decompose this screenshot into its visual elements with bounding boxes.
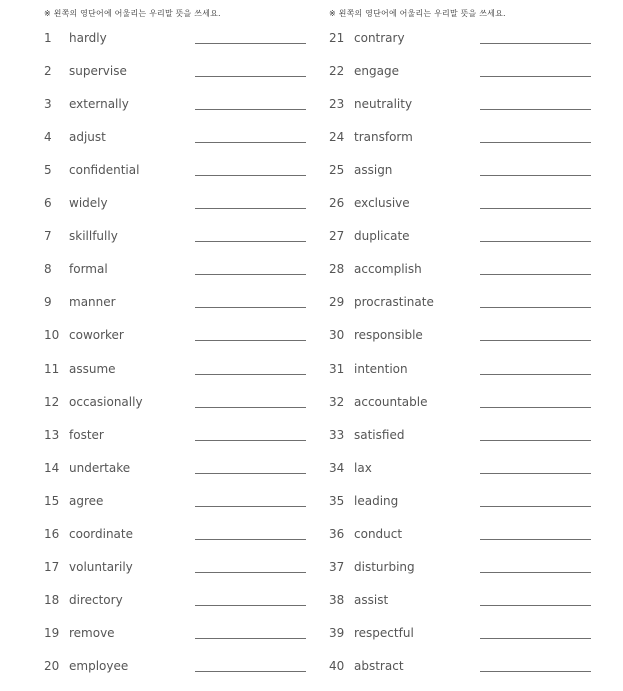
- instruction-text: ※ 왼쪽의 영단어에 어울리는 우리말 뜻을 쓰세요.: [329, 9, 506, 18]
- vocab-row: [329, 160, 623, 180]
- vocab-row: [329, 425, 623, 445]
- item-number: 11: [44, 361, 60, 376]
- vocab-row: [44, 359, 344, 379]
- english-word: confidential: [69, 163, 140, 178]
- item-number: 24: [329, 130, 345, 145]
- vocab-row: [44, 94, 344, 114]
- answer-blank-line[interactable]: [480, 506, 591, 507]
- answer-blank-line[interactable]: [195, 175, 306, 176]
- item-number: 25: [329, 163, 345, 178]
- item-number: 2: [44, 64, 52, 79]
- vocab-row: [329, 491, 623, 511]
- english-word: supervise: [69, 64, 127, 79]
- vocab-row: [329, 656, 623, 676]
- english-word: disturbing: [354, 559, 415, 574]
- answer-blank-line[interactable]: [480, 340, 591, 341]
- vocab-row: [329, 557, 623, 577]
- vocab-row: [329, 259, 623, 279]
- item-number: 22: [329, 64, 345, 79]
- vocab-row: [329, 127, 623, 147]
- vocab-row: [44, 590, 344, 610]
- english-word: intention: [354, 361, 408, 376]
- answer-blank-line[interactable]: [195, 440, 306, 441]
- english-word: widely: [69, 196, 108, 211]
- item-number: 3: [44, 97, 52, 112]
- item-number: 19: [44, 625, 60, 640]
- answer-blank-line[interactable]: [480, 142, 591, 143]
- item-number: 10: [44, 328, 60, 343]
- vocab-row: [44, 491, 344, 511]
- item-number: 15: [44, 493, 60, 508]
- answer-blank-line[interactable]: [195, 671, 306, 672]
- english-word: undertake: [69, 460, 131, 475]
- item-number: 13: [44, 427, 60, 442]
- english-word: foster: [69, 427, 104, 442]
- item-number: 7: [44, 229, 52, 244]
- answer-blank-line[interactable]: [480, 307, 591, 308]
- vocab-row: [44, 259, 344, 279]
- english-word: accomplish: [354, 262, 422, 277]
- vocab-row: [44, 557, 344, 577]
- item-number: 29: [329, 295, 345, 310]
- english-word: assume: [69, 361, 116, 376]
- english-word: abstract: [354, 658, 404, 673]
- item-number: 9: [44, 295, 52, 310]
- item-number: 31: [329, 361, 345, 376]
- vocab-row: [44, 425, 344, 445]
- item-number: 8: [44, 262, 52, 277]
- vocab-row: [329, 458, 623, 478]
- vocab-row: [44, 160, 344, 180]
- english-word: externally: [69, 97, 129, 112]
- answer-blank-line[interactable]: [195, 473, 306, 474]
- english-word: adjust: [69, 130, 106, 145]
- answer-blank-line[interactable]: [480, 175, 591, 176]
- instruction-text: ※ 왼쪽의 영단어에 어울리는 우리말 뜻을 쓰세요.: [44, 9, 221, 18]
- answer-blank-line[interactable]: [480, 208, 591, 209]
- item-number: 12: [44, 394, 60, 409]
- answer-blank-line[interactable]: [195, 274, 306, 275]
- answer-blank-line[interactable]: [480, 109, 591, 110]
- vocab-row: [329, 61, 623, 81]
- answer-blank-line[interactable]: [480, 374, 591, 375]
- english-word: satisfied: [354, 427, 405, 442]
- item-number: 32: [329, 394, 345, 409]
- item-number: 26: [329, 196, 345, 211]
- english-word: neutrality: [354, 97, 413, 112]
- item-number: 18: [44, 592, 60, 607]
- item-number: 20: [44, 658, 60, 673]
- answer-blank-line[interactable]: [480, 572, 591, 573]
- answer-blank-line[interactable]: [195, 340, 306, 341]
- item-number: 36: [329, 526, 345, 541]
- answer-blank-line[interactable]: [480, 605, 591, 606]
- vocab-row: [329, 226, 623, 246]
- answer-blank-line[interactable]: [480, 241, 591, 242]
- answer-blank-line[interactable]: [195, 76, 306, 77]
- english-word: remove: [69, 625, 115, 640]
- vocab-row: [329, 392, 623, 412]
- answer-blank-line[interactable]: [195, 638, 306, 639]
- english-word: leading: [354, 493, 399, 508]
- vocab-row: [44, 458, 344, 478]
- vocab-row: [44, 292, 344, 312]
- answer-blank-line[interactable]: [195, 307, 306, 308]
- answer-blank-line[interactable]: [195, 208, 306, 209]
- answer-blank-line[interactable]: [480, 274, 591, 275]
- english-word: procrastinate: [354, 295, 434, 310]
- english-word: duplicate: [354, 229, 410, 244]
- english-word: manner: [69, 295, 116, 310]
- english-word: employee: [69, 658, 129, 673]
- answer-blank-line[interactable]: [195, 109, 306, 110]
- answer-blank-line[interactable]: [480, 76, 591, 77]
- vocab-row: [329, 590, 623, 610]
- answer-blank-line[interactable]: [195, 43, 306, 44]
- item-number: 28: [329, 262, 345, 277]
- vocab-row: [329, 325, 623, 345]
- english-word: hardly: [69, 31, 107, 45]
- english-word: directory: [69, 592, 123, 607]
- vocab-row: [329, 94, 623, 114]
- answer-blank-line[interactable]: [195, 142, 306, 143]
- item-number: 39: [329, 625, 345, 640]
- answer-blank-line[interactable]: [195, 241, 306, 242]
- english-word: coworker: [69, 328, 124, 343]
- english-word: contrary: [354, 31, 405, 45]
- vocab-row: [44, 127, 344, 147]
- item-number: 30: [329, 328, 345, 343]
- item-number: 1: [44, 31, 52, 45]
- vocab-row: [44, 623, 344, 643]
- vocab-row: [44, 226, 344, 246]
- vocab-row: [329, 292, 623, 312]
- item-number: 35: [329, 493, 345, 508]
- answer-blank-line[interactable]: [480, 539, 591, 540]
- vocab-row: [329, 28, 623, 48]
- answer-blank-line[interactable]: [195, 374, 306, 375]
- vocab-row: [329, 623, 623, 643]
- vocab-row: [44, 392, 344, 412]
- english-word: assign: [354, 163, 393, 178]
- answer-blank-line[interactable]: [480, 473, 591, 474]
- item-number: 27: [329, 229, 345, 244]
- english-word: conduct: [354, 526, 403, 541]
- vocab-row: [44, 193, 344, 213]
- answer-blank-line[interactable]: [195, 605, 306, 606]
- english-word: occasionally: [69, 394, 143, 409]
- item-number: 33: [329, 427, 345, 442]
- vocab-row: [44, 28, 344, 48]
- english-word: coordinate: [69, 526, 134, 541]
- english-word: formal: [69, 262, 108, 277]
- item-number: 14: [44, 460, 60, 475]
- vocab-row: [329, 359, 623, 379]
- item-number: 38: [329, 592, 345, 607]
- answer-blank-line[interactable]: [195, 407, 306, 408]
- item-number: 37: [329, 559, 345, 574]
- item-number: 21: [329, 31, 345, 45]
- answer-blank-line[interactable]: [480, 671, 591, 672]
- item-number: 17: [44, 559, 60, 574]
- english-word: voluntarily: [69, 559, 133, 574]
- item-number: 23: [329, 97, 345, 112]
- english-word: lax: [354, 460, 372, 475]
- vocab-row: [329, 193, 623, 213]
- english-word: exclusive: [354, 196, 410, 211]
- answer-blank-line[interactable]: [480, 43, 591, 44]
- english-word: engage: [354, 64, 399, 79]
- answer-blank-line[interactable]: [480, 638, 591, 639]
- english-word: responsible: [354, 328, 423, 343]
- english-word: assist: [354, 592, 389, 607]
- english-word: accountable: [354, 394, 428, 409]
- item-number: 6: [44, 196, 52, 211]
- answer-blank-line[interactable]: [195, 539, 306, 540]
- english-word: respectful: [354, 625, 414, 640]
- item-number: 34: [329, 460, 345, 475]
- item-number: 4: [44, 130, 52, 145]
- english-word: agree: [69, 493, 104, 508]
- answer-blank-line[interactable]: [480, 407, 591, 408]
- english-word: skillfully: [69, 229, 118, 244]
- answer-blank-line[interactable]: [480, 440, 591, 441]
- english-word: transform: [354, 130, 413, 145]
- vocab-row: [329, 524, 623, 544]
- vocab-row: [44, 524, 344, 544]
- item-number: 5: [44, 163, 52, 178]
- item-number: 16: [44, 526, 60, 541]
- vocab-row: [44, 656, 344, 676]
- vocab-row: [44, 325, 344, 345]
- answer-blank-line[interactable]: [195, 506, 306, 507]
- answer-blank-line[interactable]: [195, 572, 306, 573]
- item-number: 40: [329, 658, 345, 673]
- vocab-row: [44, 61, 344, 81]
